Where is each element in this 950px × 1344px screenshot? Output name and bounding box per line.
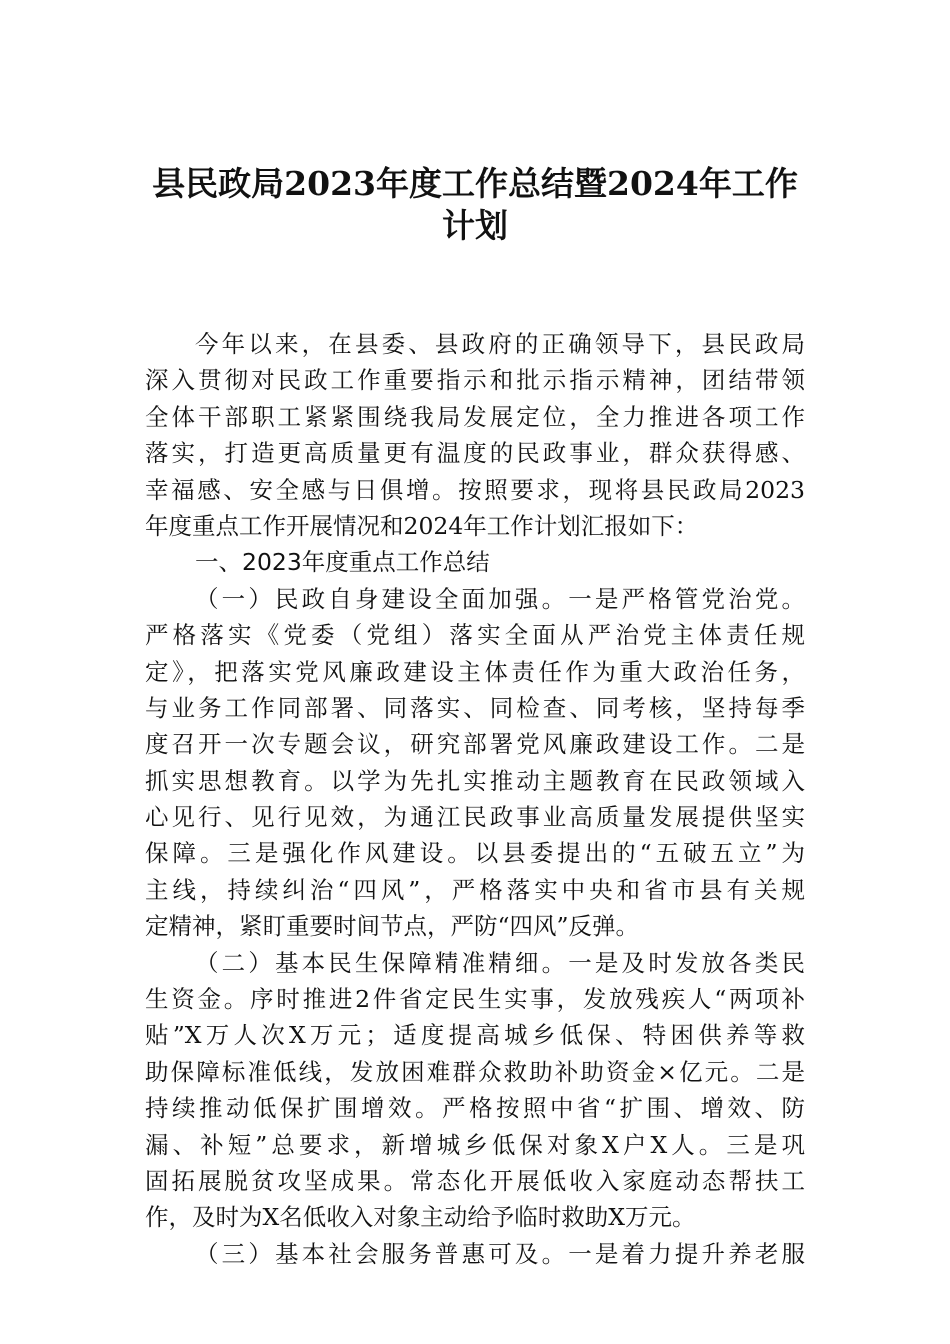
body-text-line: 全体干部职工紧紧围绕我局发展定位，全力推进各项工作: [145, 402, 805, 431]
body-text-line: 持续推动低保扩围增效。严格按照中省“扩围、增效、防: [145, 1094, 805, 1123]
body-text-line: 定》，把落实党风廉政建设主体责任作为重大政治任务，: [145, 657, 805, 686]
document-body: [145, 326, 805, 1272]
body-text-line: 保障。三是强化作风建设。以县委提出的“五破五立”为: [145, 839, 805, 868]
body-text-line: 与业务工作同部署、同落实、同检查、同考核，坚持每季: [145, 693, 805, 722]
body-text-line: 年度重点工作开展情况和2024年工作计划汇报如下：: [145, 511, 699, 540]
document-title-line-1: 县民政局2023年度工作总结暨2024年工作: [152, 164, 798, 203]
document-title-line-2: 计划: [442, 206, 508, 245]
body-text-line: 助保障标准低线，发放困难群众救助补助资金×亿元。二是: [145, 1057, 805, 1086]
body-text-line: 深入贯彻对民政工作重要指示和批示指示精神，团结带领: [145, 366, 805, 395]
body-text-line: 主线，持续纠治“四风”，严格落实中央和省市县有关规: [145, 875, 805, 904]
body-text-line: （三）基本社会服务普惠可及。一是着力提升养老服: [195, 1239, 805, 1268]
body-text-line: 漏、补短”总要求，新增城乡低保对象X户X人。三是巩: [145, 1130, 805, 1159]
body-text-line: 今年以来，在县委、县政府的正确领导下，县民政局: [195, 330, 805, 358]
body-text-line: 生资金。序时推进2件省定民生实事，发放残疾人“两项补: [145, 985, 805, 1014]
body-text-line: 作，及时为X名低收入对象主动给予临时救助X万元。: [145, 1203, 696, 1232]
body-text-line: 贴”X万人次X万元；适度提高城乡低保、特困供养等救: [145, 1021, 805, 1050]
body-text-line: （二）基本民生保障精准精细。一是及时发放各类民: [195, 948, 805, 977]
body-text-line: 严格落实《党委（党组）落实全面从严治党主体责任规: [145, 621, 805, 650]
body-text-line: 定精神，紧盯重要时间节点，严防“四风”反弹。: [145, 912, 640, 941]
body-text-line: 落实，打造更高质量更有温度的民政事业，群众获得感、: [145, 439, 805, 468]
body-text-line: 幸福感、安全感与日俱增。按照要求，现将县民政局2023: [145, 475, 805, 504]
body-text-line: 心见行、见行见效，为通江民政事业高质量发展提供坚实: [145, 803, 805, 832]
body-text-line: 抓实思想教育。以学为先扎实推动主题教育在民政领域入: [145, 766, 805, 795]
body-text-line: 度召开一次专题会议，研究部署党风廉政建设工作。二是: [145, 730, 805, 759]
body-text-line: 固拓展脱贫攻坚成果。常态化开展低收入家庭动态帮扶工: [145, 1166, 805, 1195]
body-text-line: （一）民政自身建设全面加强。一是严格管党治党。: [195, 584, 805, 613]
section-heading: 一、2023年度重点工作总结: [195, 548, 490, 577]
